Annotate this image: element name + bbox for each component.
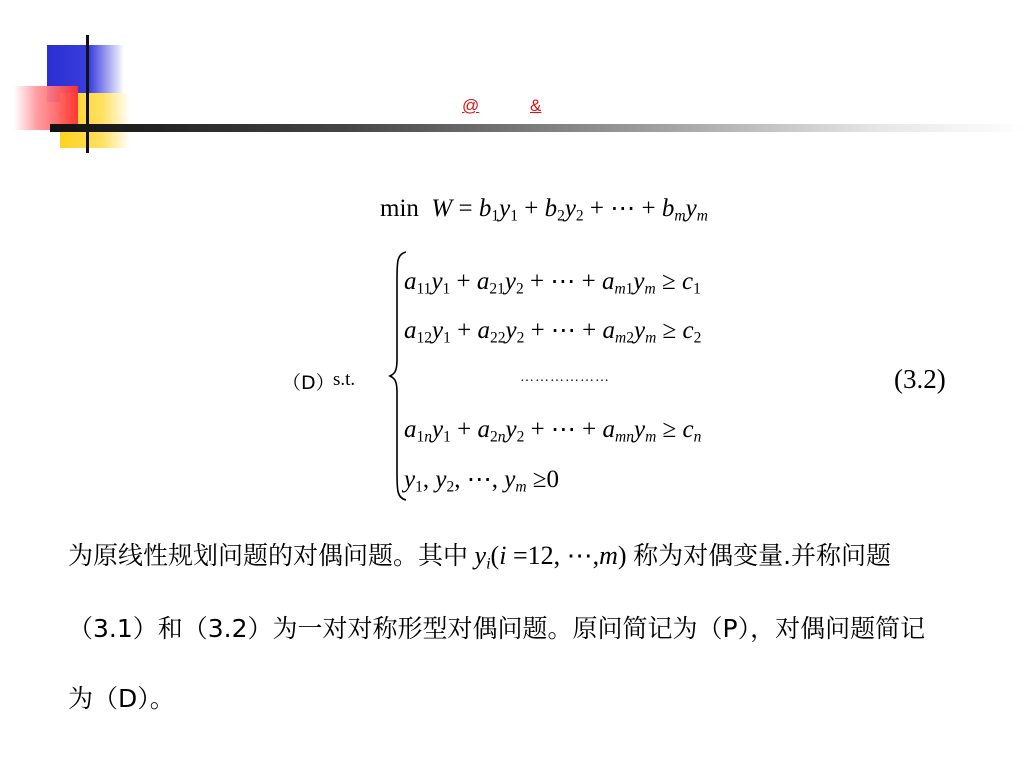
problem-label: （D） bbox=[282, 372, 335, 394]
objective-function: $\min W = b_1y_1 + b_2y_2$ + ⋯ + $b_my_m$ bbox=[380, 195, 708, 225]
nonnegativity-constraint: $y_1$, $y_2$, ⋯, $y_m \ge 0$ bbox=[404, 466, 560, 496]
paragraph-line-1 bbox=[68, 536, 891, 572]
equation-number: (3.2) bbox=[894, 364, 946, 394]
decor-vertical-line bbox=[86, 35, 89, 153]
constraint-ellipsis: ……………… bbox=[520, 370, 610, 385]
paragraph-text: 为原线性规划问题的对偶问题。其中 bbox=[68, 541, 469, 570]
dual-variable-expression: $y_i(i =12$, ⋯,m) bbox=[474, 541, 634, 573]
constraint-row-n: $a_{1n}y_1 + a_{2n}y_2$ + ⋯ + $a_{mn}y_m \ge c_n$ bbox=[404, 416, 702, 446]
paragraph-line-3: 为（D）。 bbox=[68, 684, 175, 713]
nonneg-symbol: ≥0 bbox=[532, 466, 560, 493]
paragraph-text: 称为对偶变量.并称问题 bbox=[633, 541, 892, 570]
header-link-ampersand[interactable]: & bbox=[530, 96, 542, 115]
decor-header-rule bbox=[50, 124, 1024, 132]
min-keyword: min bbox=[380, 195, 419, 222]
constraint-row-2: $a_{12}y_1 + a_{22}y_2$ + ⋯ + $a_{m2}y_m \ge c_2$ bbox=[404, 317, 702, 347]
paragraph-line-2: （3.1）和（3.2）为一对对称形型对偶问题。原问简记为（P），对偶问题简记 bbox=[68, 614, 926, 643]
constraint-row-1: $a_{11}y_1 + a_{21}y_2$ + ⋯ + $a_{m1}y_m \ge c_1$ bbox=[404, 268, 701, 298]
header-link-at[interactable]: @ bbox=[462, 96, 480, 115]
subject-to-label: s.t. bbox=[333, 369, 356, 390]
